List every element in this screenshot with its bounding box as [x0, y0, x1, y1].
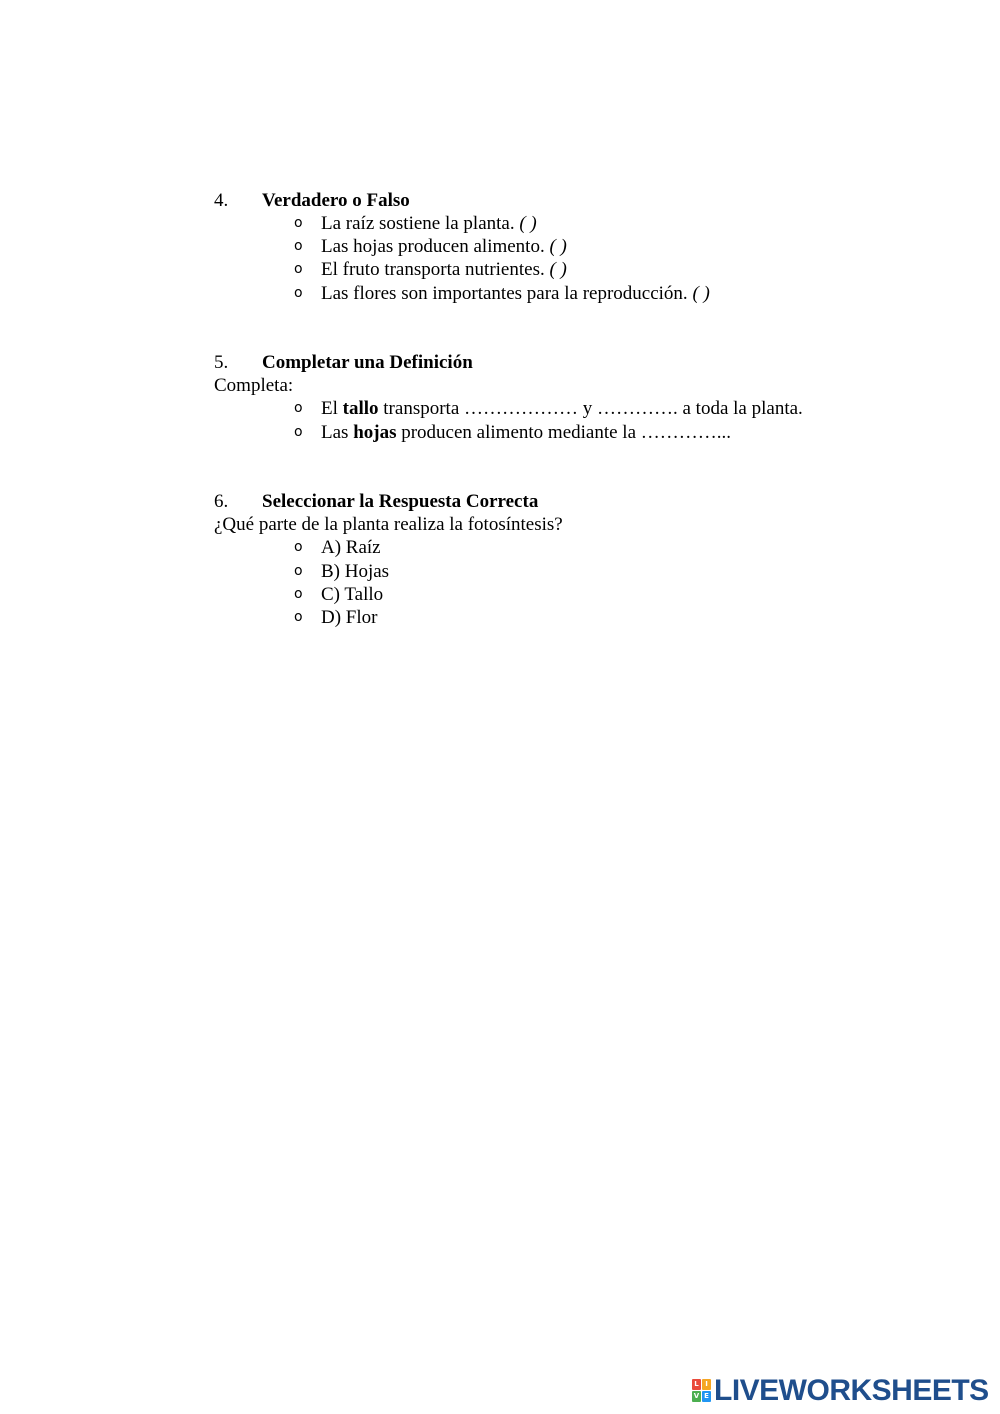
q6-title: Seleccionar la Respuesta Correcta [262, 491, 539, 512]
bullet-icon: o [294, 609, 303, 625]
bullet-icon: o [294, 539, 303, 555]
q4-item-text: Las flores son importantes para la reproducción. [321, 283, 693, 304]
q4-item-text: La raíz sostiene la planta. [321, 213, 520, 234]
q6-option-b[interactable]: B) Hojas [321, 561, 390, 582]
q4-item-text: El fruto transporta nutrientes. [321, 259, 550, 280]
q4-item-text: Las hojas producen alimento. [321, 236, 550, 257]
q4-answer-paren[interactable]: ( ) [549, 259, 567, 280]
logo-text: LIVEWORKSHEETS [714, 1374, 989, 1407]
logo-block-i: I [702, 1379, 711, 1390]
q4-answer-paren[interactable]: ( ) [549, 236, 567, 257]
q4-title: Verdadero o Falso [262, 190, 410, 211]
q5-number: 5. [214, 352, 229, 373]
q4-answer-paren[interactable]: ( ) [692, 283, 710, 304]
bullet-icon: o [294, 261, 303, 277]
bullet-icon: o [294, 586, 303, 602]
q5-item1-bold: tallo [342, 398, 379, 419]
q5-item2-blanks[interactable]: producen alimento mediante la …………... [396, 422, 732, 443]
bullet-icon: o [294, 215, 303, 231]
q5-title: Completar una Definición [262, 352, 473, 373]
bullet-icon: o [294, 285, 303, 301]
q5-item2-start: Las [321, 422, 354, 443]
logo-block-e: E [702, 1391, 711, 1402]
q5-item2-bold: hojas [353, 422, 397, 443]
bullet-icon: o [294, 238, 303, 254]
q6-option-c[interactable]: C) Tallo [321, 584, 384, 605]
logo-block-v: V [693, 1392, 700, 1400]
bullet-icon: o [294, 424, 303, 440]
logo-blocks-icon [692, 1379, 712, 1403]
bullet-icon: o [294, 400, 303, 416]
q5-prompt: Completa: [214, 375, 294, 396]
q5-item1-start: El [321, 398, 343, 419]
bullet-icon: o [294, 563, 303, 579]
q4-answer-paren[interactable]: ( ) [519, 213, 537, 234]
q5-item1-blanks[interactable]: transporta ……………… y …………. a toda la planta. [378, 398, 803, 419]
liveworksheets-logo [692, 1374, 992, 1408]
logo-block-l: L [692, 1379, 701, 1390]
q6-option-d[interactable]: D) Flor [321, 607, 378, 628]
q6-number: 6. [214, 491, 229, 512]
q6-prompt: ¿Qué parte de la planta realiza la fotosíntesis? [214, 514, 563, 535]
q6-option-a[interactable]: A) Raíz [321, 537, 381, 558]
q4-number: 4. [214, 190, 229, 211]
